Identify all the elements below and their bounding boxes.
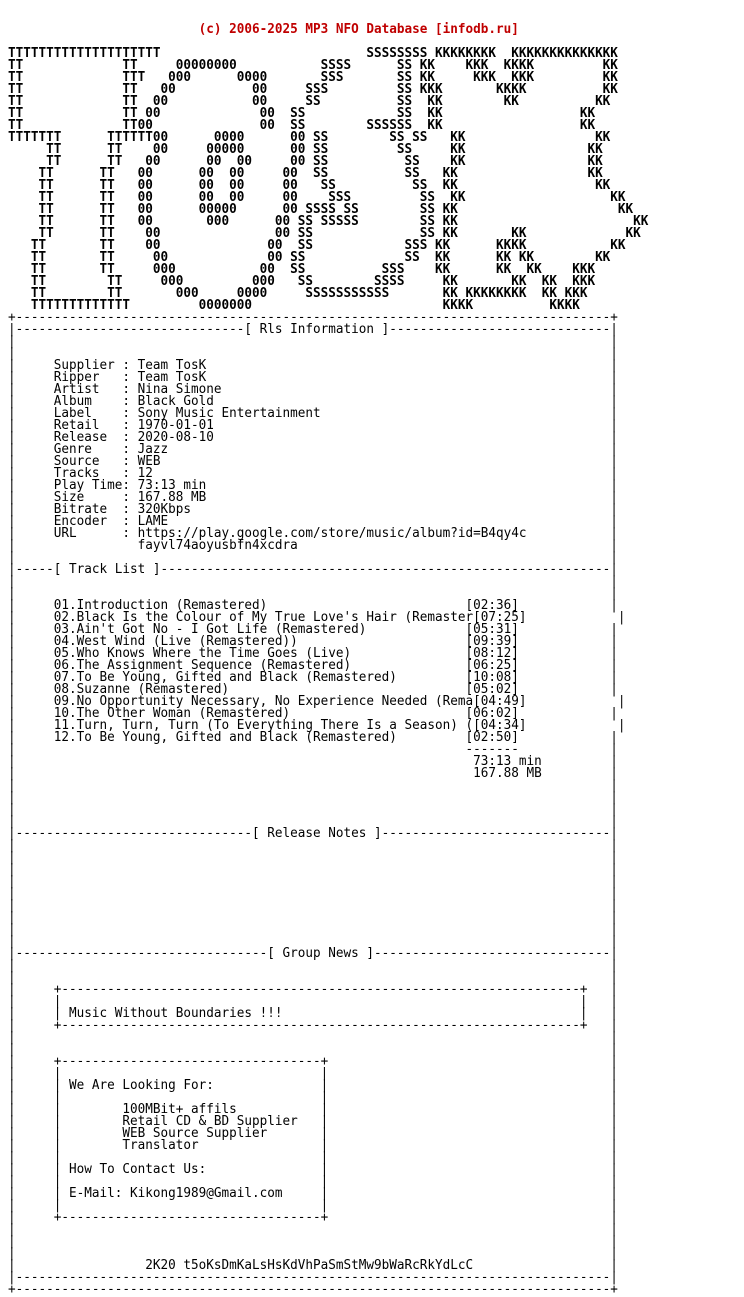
ascii-logo-line: TTTTTTTTTTTTT 0000000 KKKK KKKK	[8, 298, 580, 313]
info-field: | Supplier : Team TosK |	[8, 358, 618, 373]
ascii-logo-line: TT TT 00 00 SS SS KK KK KK	[8, 94, 611, 109]
ascii-logo-line: TT TT 00 00 00 00 SSS SS KK KK	[8, 190, 626, 205]
box-border: +------------------------------------------------------------------------------+	[8, 1282, 618, 1297]
nfo-line: | |	[8, 970, 618, 985]
box-border: +------------------------------------------------------------------------------+	[8, 310, 618, 325]
section-header-rls-information: |------------------------------[ Rls Information ]-----------------------------|	[8, 322, 618, 337]
info-field: | Source : WEB |	[8, 454, 618, 469]
nfo-line: | | Translator | |	[8, 1138, 618, 1153]
ascii-logo-line: TTTTTTT TTTTTT00 0000 00 SS SS SS KK KK	[8, 130, 611, 145]
track-list-item: | 11.Turn, Turn, Turn (To Everything There Is a Season) ([04:34] |	[8, 718, 626, 733]
nfo-line: | +--------------------------------------------------------------------+ |	[8, 1018, 618, 1033]
nfo-line: | |	[8, 838, 618, 853]
track-list-item: | 03.Ain't Got No - I Got Life (Remastered) [05:31] |	[8, 622, 618, 637]
nfo-line: | | How To Contact Us: | |	[8, 1162, 618, 1177]
nfo-line: | | Music Without Boundaries !!! | |	[8, 1006, 618, 1021]
nfo-line: | | | |	[8, 1090, 618, 1105]
track-list-item: | 10.The Other Woman (Remastered) [06:02] |	[8, 706, 618, 721]
info-field: | Release : 2020-08-10 |	[8, 430, 618, 445]
ascii-logo-line: TT TT 00 00 SS SSS KK KKKK KK	[8, 238, 626, 253]
nfo-line: | |	[8, 334, 618, 349]
nfo-line: | |	[8, 1246, 618, 1261]
ascii-logo-line: TT TT 000 0000 SSSSSSSSSSS KK KKKKKKKK KK KKK	[8, 286, 588, 301]
nfo-line: | | | |	[8, 994, 618, 1009]
section-header-group-news: |---------------------------------[ Group News ]-------------------------------|	[8, 946, 618, 961]
nfo-line: | | | |	[8, 1174, 618, 1189]
ascii-logo-line: TT TT 000 000 SS SSSS KK KK KK KKK	[8, 274, 596, 289]
nfo-line: | |	[8, 814, 618, 829]
nfo-line: | |	[8, 862, 618, 877]
track-list-item: | 01.Introduction (Remastered) [02:36] |	[8, 598, 618, 613]
info-field: | Album : Black Gold |	[8, 394, 618, 409]
ascii-logo-line: TT TTT 000 0000 SSS SS KK KKK KKK KK	[8, 70, 618, 85]
ascii-logo-line: TT TT 000 00 SS SSS KK KK KK KKK	[8, 262, 596, 277]
nfo-line: | |	[8, 910, 618, 925]
ascii-logo-line: TT TT 00 00 00 00 SS SS KK KK	[8, 166, 603, 181]
nfo-line: | | Retail CD & BD Supplier | |	[8, 1114, 618, 1129]
track-list-item: | 06.The Assignment Sequence (Remastered) [06:25] |	[8, 658, 618, 673]
section-header-release-notes: |-------------------------------[ Release Notes ]------------------------------|	[8, 826, 618, 841]
info-field: | Label : Sony Music Entertainment |	[8, 406, 618, 421]
track-list-item: | 09.No Opportunity Necessary, No Experience Needed (Rema[04:49] |	[8, 694, 626, 709]
track-list-item: | 07.To Be Young, Gifted and Black (Remastered) [10:08] |	[8, 670, 618, 685]
section-header-track-list: |-----[ Track List ]-----------------------------------------------------------|	[8, 562, 618, 577]
ascii-logo-line: TT TT 00 00 SS SS KK KK KK KK	[8, 250, 611, 265]
nfo-line: | | 100MBit+ affils | |	[8, 1102, 618, 1117]
info-field: | Bitrate : 320Kbps |	[8, 502, 618, 517]
nfo-line: | |	[8, 874, 618, 889]
ascii-logo-line: TT TT 00 00 00 00 SS SS KK KK	[8, 154, 603, 169]
nfo-line: | | | |	[8, 1198, 618, 1213]
nfo-line: | Play Time: 73:13 min |	[8, 478, 618, 493]
nfo-line: | |	[8, 934, 618, 949]
nfo-line: | | We Are Looking For: | |	[8, 1078, 618, 1093]
nfo-line: | |	[8, 778, 618, 793]
nfo-line: | |	[8, 346, 618, 361]
nfo-line: | |	[8, 958, 618, 973]
nfo-line: | |	[8, 802, 618, 817]
ascii-logo-line: TT TT 00 00000 00 SSSS SS SS KK KK	[8, 202, 634, 217]
nfo-document	[8, 0, 648, 1296]
nfo-line: | |	[8, 586, 618, 601]
info-field: | Ripper : Team TosK |	[8, 370, 618, 385]
ascii-logo-line: TT TT 00 000 00 SS SSSSS SS KK KK	[8, 214, 649, 229]
nfo-line: | | E-Mail: Kikong1989@Gmail.com | |	[8, 1186, 618, 1201]
nfo-line: | | WEB Source Supplier | |	[8, 1126, 618, 1141]
nfo-line: | |	[8, 574, 618, 589]
nfo-line: | |	[8, 922, 618, 937]
nfo-line: | +----------------------------------+ |	[8, 1210, 618, 1225]
ascii-logo-line: TTTTTTTTTTTTTTTTTTTT SSSSSSSS KKKKKKKK KKKKKKKKKKKKKK	[8, 46, 618, 61]
nfo-line: | |	[8, 1030, 618, 1045]
track-list-item: | 02.Black Is the Colour of My True Love's Hair (Remaster[07:25] |	[8, 610, 626, 625]
track-list-item: | 08.Suzanne (Remastered) [05:02] |	[8, 682, 618, 697]
ascii-logo-line: TT TT00 00 SS SSSSSS KK KK	[8, 118, 596, 133]
nfo-line: | | | |	[8, 1150, 618, 1165]
nfo-line: | |	[8, 1042, 618, 1057]
info-field: | Encoder : LAME |	[8, 514, 618, 529]
track-list-item: | 04.West Wind (Live (Remastered)) [09:39] |	[8, 634, 618, 649]
ascii-logo-line: TT TT 00 00 SS SS KK KK KK	[8, 226, 641, 241]
info-field: | Artist : Nina Simone |	[8, 382, 618, 397]
ascii-logo-line: TT TT 00 00 SS SS KK KK	[8, 106, 596, 121]
nfo-line: | +--------------------------------------------------------------------+ |	[8, 982, 618, 997]
track-list-item: | 05.Who Knows Where the Time Goes (Live) [08:12] |	[8, 646, 618, 661]
nfo-line: | |	[8, 790, 618, 805]
info-field: | Size : 167.88 MB |	[8, 490, 618, 505]
info-field: | Genre : Jazz |	[8, 442, 618, 457]
info-field: | Tracks : 12 |	[8, 466, 618, 481]
nfo-line: | |	[8, 1222, 618, 1237]
nfo-line: | |	[8, 898, 618, 913]
nfo-line: | 73:13 min |	[8, 754, 618, 769]
nfo-line: | +----------------------------------+ |	[8, 1054, 618, 1069]
nfo-line: | |	[8, 1234, 618, 1249]
ascii-logo-line: TT TT 00 00 00 00 SS SS KK KK	[8, 178, 611, 193]
ascii-logo-line: TT TT 00 00 SSS SS KKK KKKK KK	[8, 82, 618, 97]
info-field: | URL : https://play.google.com/store/music/album?id=B4qy4c |	[8, 526, 618, 541]
nfo-line: | | | |	[8, 1066, 618, 1081]
nfo-line: |------------------------------------------------------------------------------|	[8, 1270, 618, 1285]
nfo-line: | fayvl74aoyusbfn4xcdra |	[8, 538, 618, 553]
info-field: | Retail : 1970-01-01 |	[8, 418, 618, 433]
nfo-line: | ------- |	[8, 742, 618, 757]
nfo-line: | |	[8, 850, 618, 865]
nfo-line: | 167.88 MB |	[8, 766, 618, 781]
ascii-logo-line: TT TT 00 00000 00 SS SS KK KK	[8, 142, 603, 157]
nfo-line: | |	[8, 886, 618, 901]
infodb-link[interactable]: (c) 2006-2025 MP3 NFO Database [infodb.ru]	[198, 22, 519, 37]
nfo-line: | |	[8, 550, 618, 565]
ascii-logo-line: TT TT 00000000 SSSS SS KK KKK KKKK KK	[8, 58, 618, 73]
track-list-item: | 12.To Be Young, Gifted and Black (Remastered) [02:50] |	[8, 730, 618, 745]
nfo-line: | 2K20 t5oKsDmKaLsHsKdVhPaSmStMw9bWaRcRkYdLcC |	[8, 1258, 618, 1273]
